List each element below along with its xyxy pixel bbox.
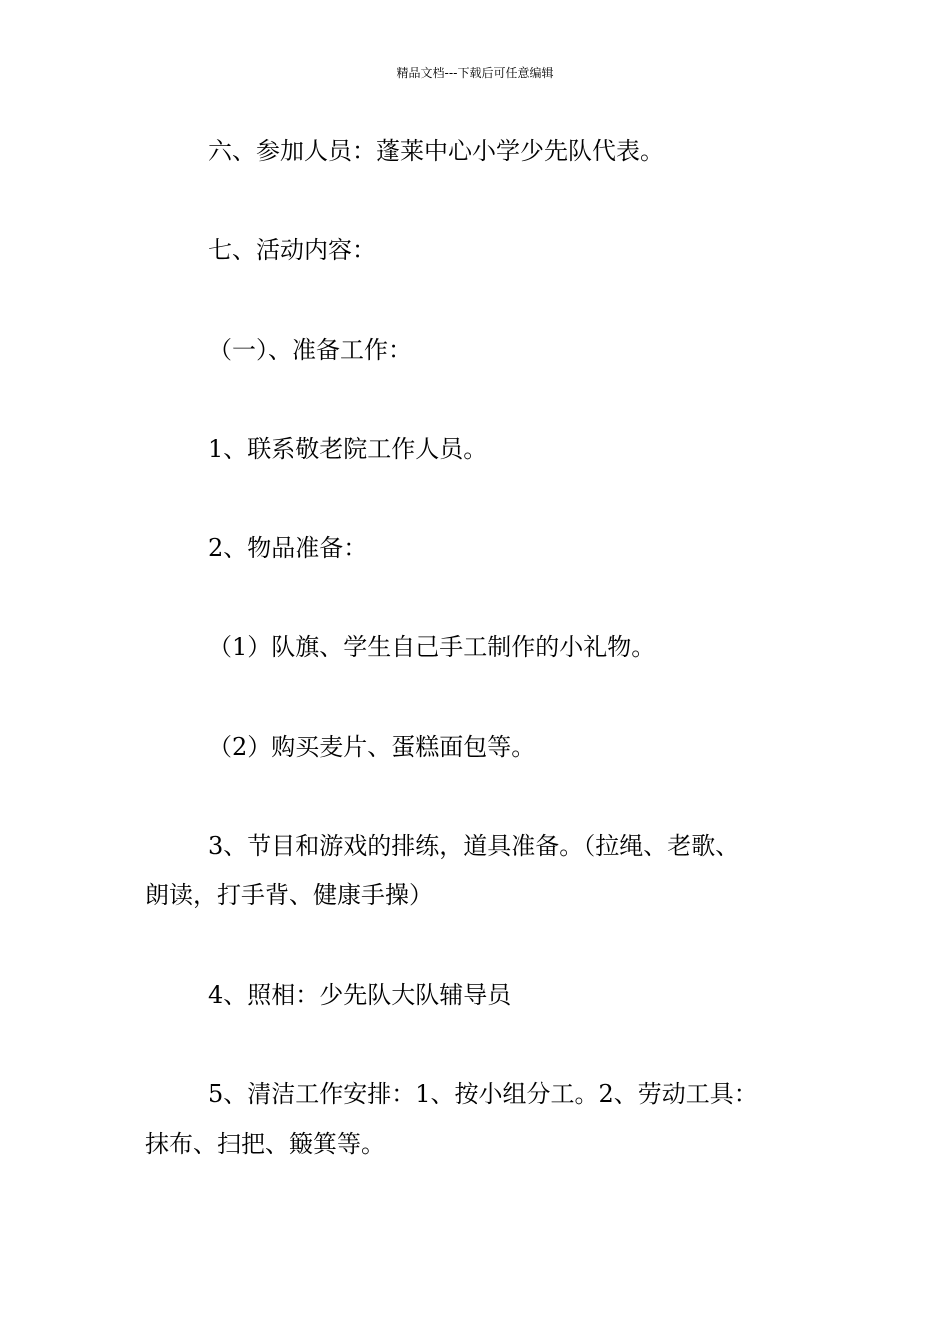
item-cleaning-line-2: 抹布、扫把、簸箕等。 — [145, 1130, 385, 1158]
item-contact-staff: 1、联系敬老院工作人员。 — [208, 435, 488, 463]
section-six-participants: 六、参加人员：蓬莱中心小学少先队代表。 — [208, 137, 664, 165]
subitem-purchase-food: （2）购买麦片、蛋糕面包等。 — [208, 733, 536, 761]
subsection-preparation-heading: （一）、准备工作： — [208, 336, 412, 364]
page-header: 精品文档---下载后可任意编辑 — [396, 66, 554, 80]
subitem-flags-gifts: （1）队旗、学生自己手工制作的小礼物。 — [208, 633, 656, 661]
item-rehearsal-line-2: 朗读，打手背、健康手操） — [145, 881, 433, 909]
section-seven-heading: 七、活动内容： — [208, 236, 376, 264]
item-photography: 4、照相：少先队大队辅导员 — [208, 981, 512, 1009]
item-supplies-heading: 2、物品准备： — [208, 534, 368, 562]
item-rehearsal-line-1: 3、节目和游戏的排练，道具准备。（拉绳、老歌、 — [208, 832, 740, 860]
item-cleaning-line-1: 5、清洁工作安排：1、按小组分工。2、劳动工具： — [208, 1080, 758, 1108]
